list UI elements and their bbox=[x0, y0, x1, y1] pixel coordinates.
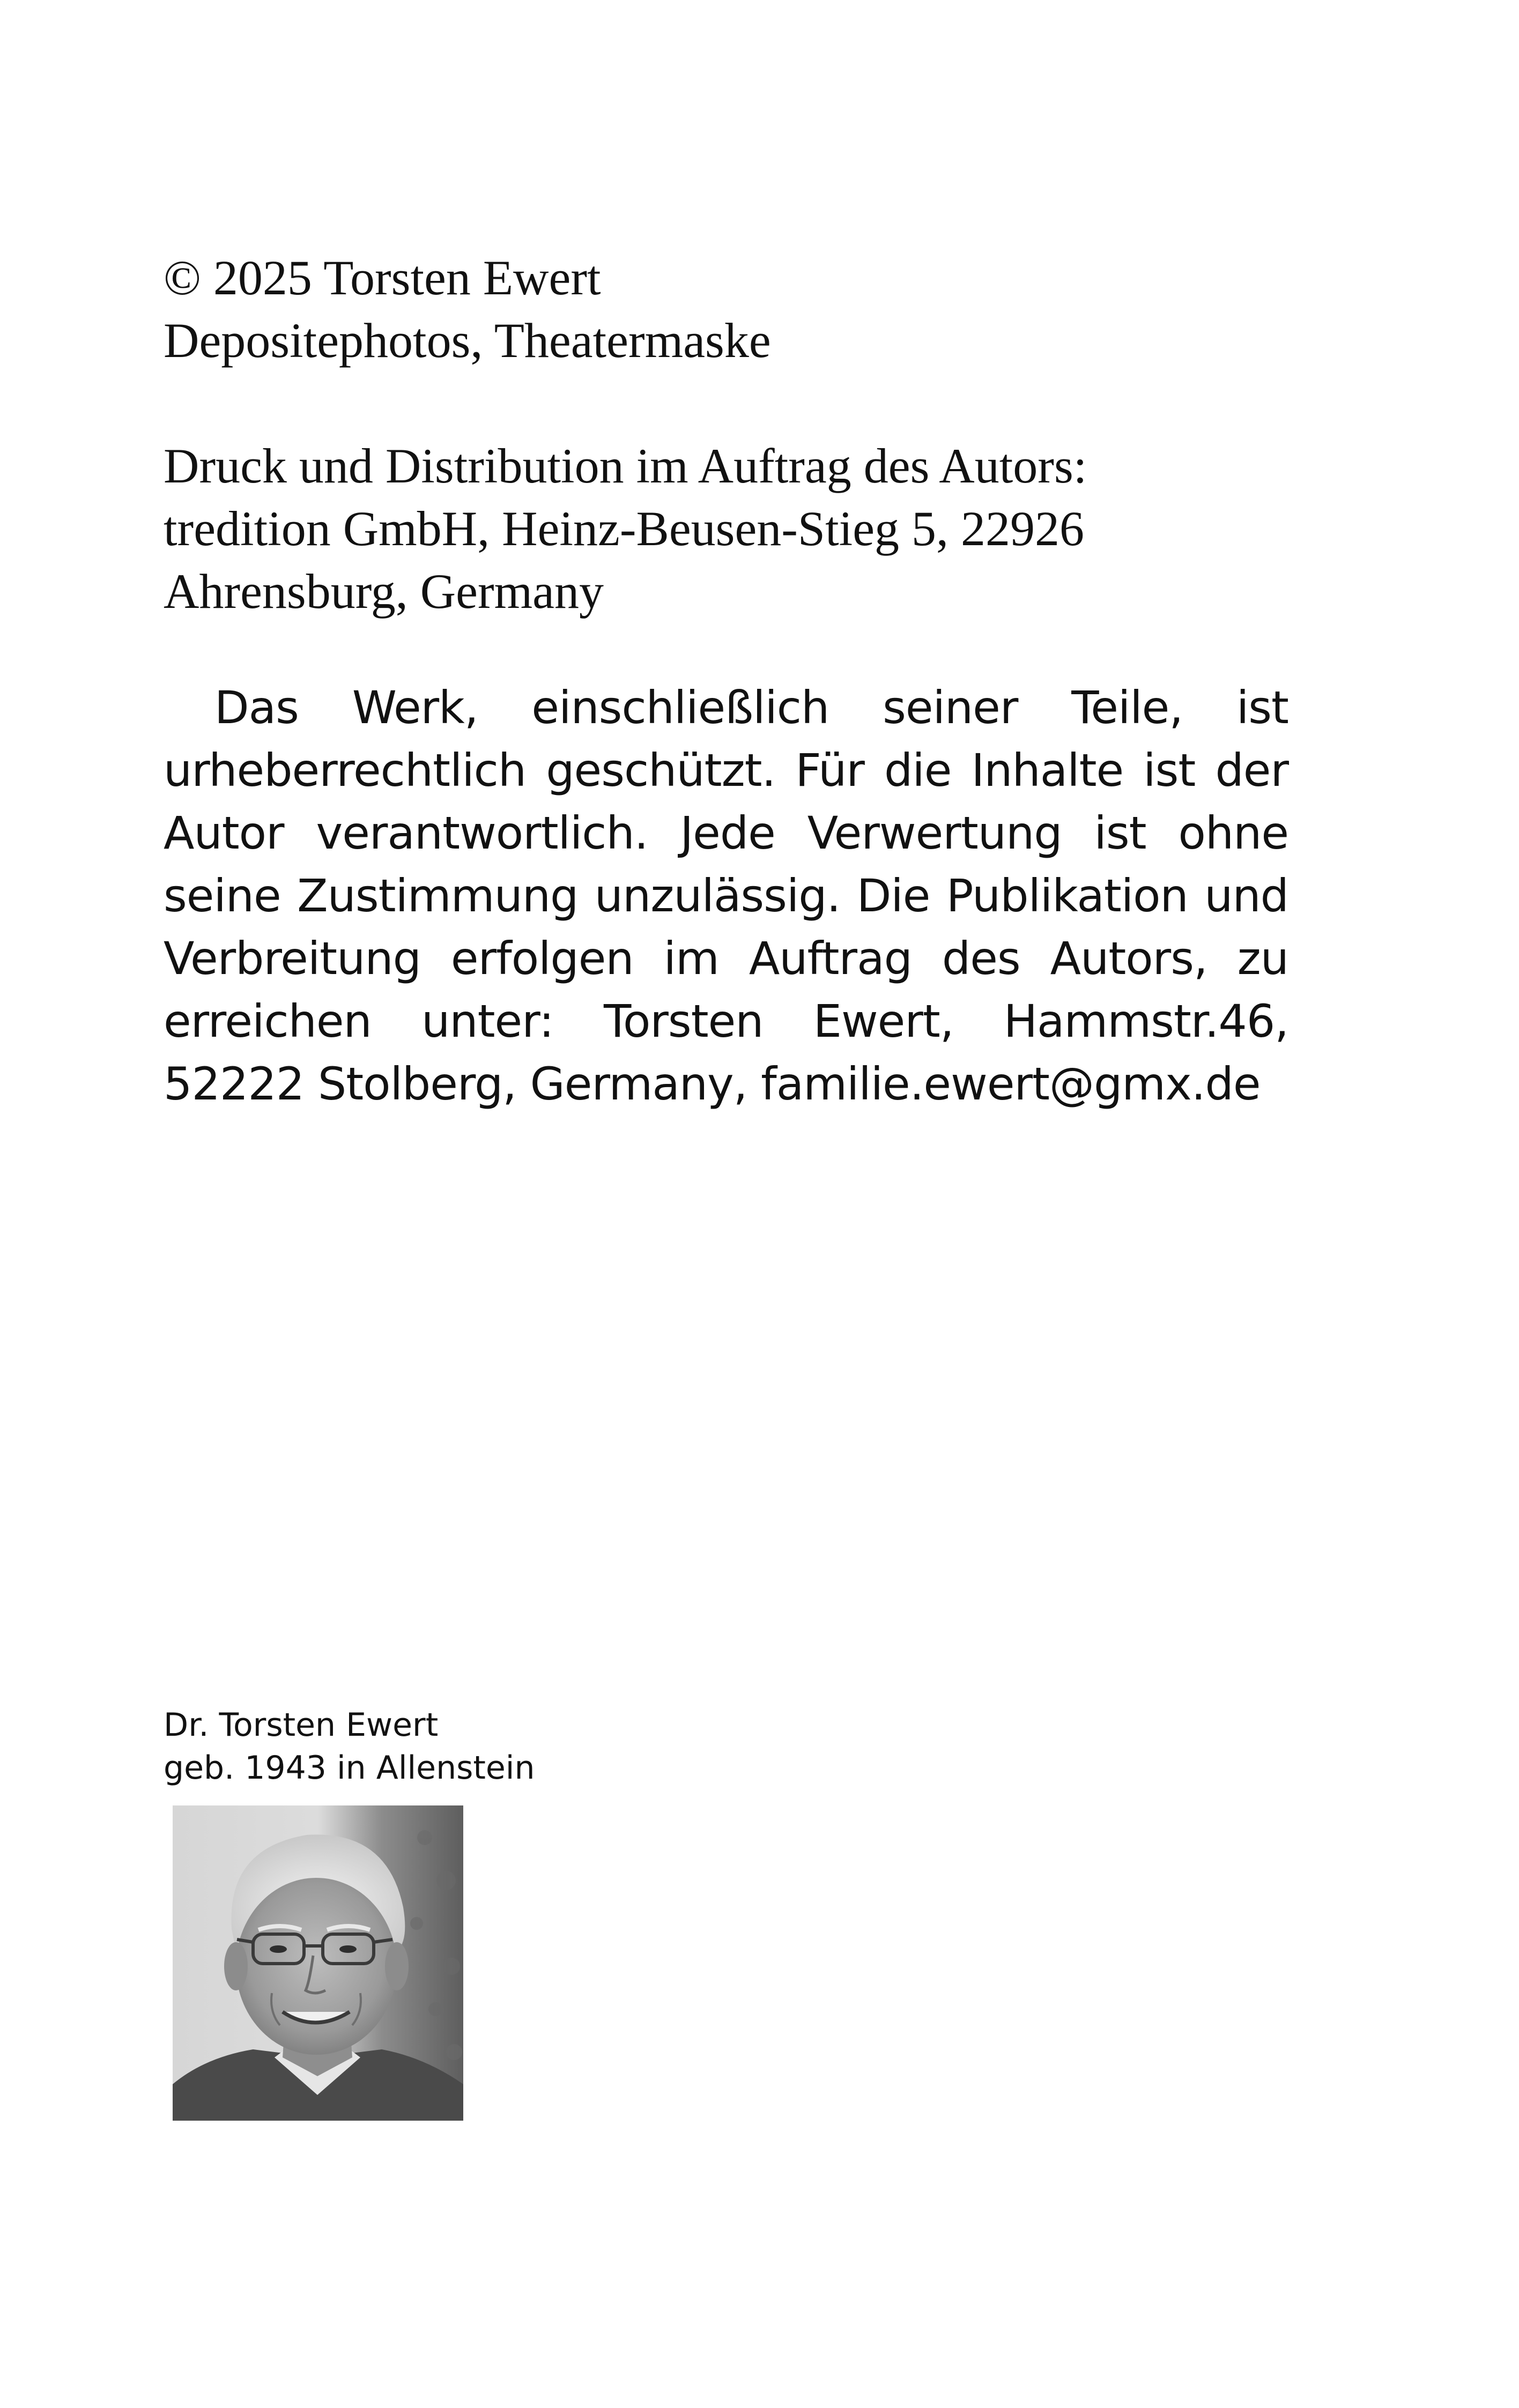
spacer bbox=[164, 372, 1290, 435]
printing-line-1: Druck und Distribution im Auftrag des Autors: bbox=[164, 439, 1087, 493]
printing-line-2: tredition GmbH, Heinz-Beusen-Stieg 5, 22926 bbox=[164, 501, 1085, 556]
legal-notice: Das Werk, einschließlich seiner Teile, ist urheberrechtlich geschützt. Für die Inhalte ist der Autor verantwortlich. Jede Verwertung ist ohne seine Zustimmung unzulässig. Die Publikation und Verbreitung erfolgen im Auftrag des Autors, zu erreichen unter: Torsten Ewert, Hammstr.46, 52222 Stolberg, Germany, familie.ewert@gmx.de bbox=[164, 681, 1288, 1110]
author-portrait-image bbox=[173, 1805, 463, 2121]
image-credit-line: Depositephotos, Theatermaske bbox=[164, 313, 771, 368]
author-block bbox=[164, 1704, 807, 1789]
author-name: Dr. Torsten Ewert bbox=[164, 1706, 439, 1744]
copyright-line: © 2025 Torsten Ewert bbox=[164, 250, 601, 305]
imprint-block bbox=[164, 247, 1290, 623]
printing-line-3: Ahrensburg, Germany bbox=[164, 564, 604, 619]
author-birth: geb. 1943 in Allenstein bbox=[164, 1749, 535, 1787]
author-photo bbox=[173, 1805, 463, 2121]
